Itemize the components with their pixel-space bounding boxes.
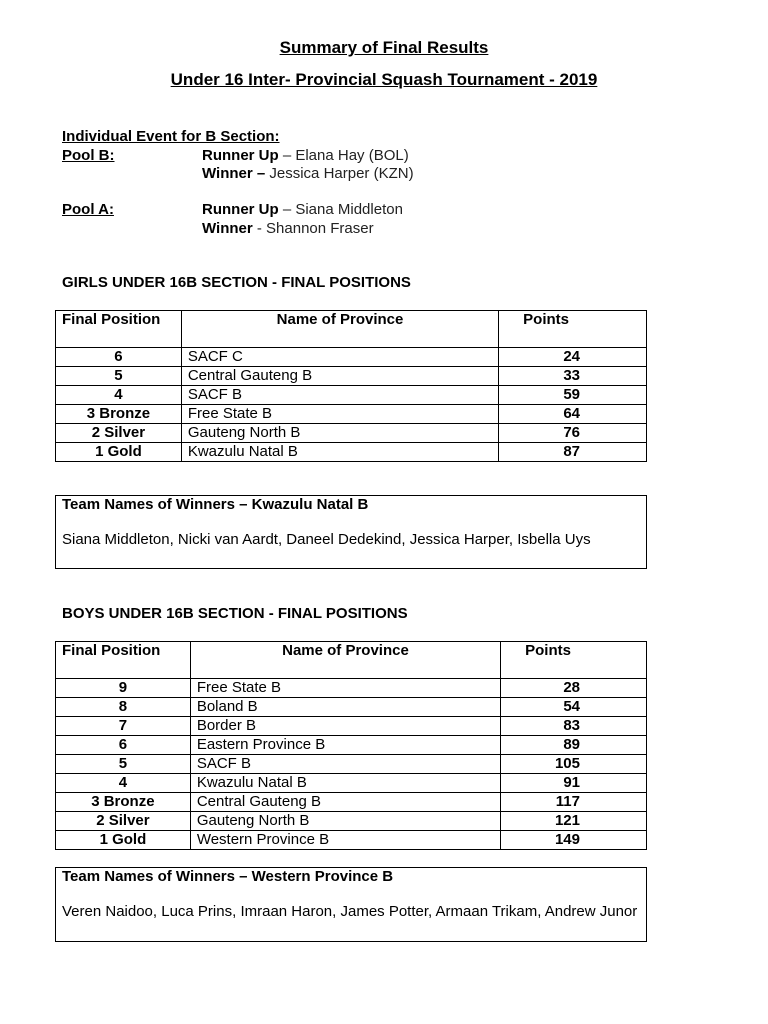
pool-b-winner-label: Winner – [202, 165, 266, 182]
position-cell: 2 Silver [56, 424, 182, 443]
position-cell: 1 Gold [56, 443, 182, 462]
points-cell: 89 [501, 736, 647, 755]
girls-winners-title: Team Names of Winners – Kwazulu Natal B [62, 496, 369, 513]
pool-a-label: Pool A: [62, 201, 114, 218]
province-cell: Eastern Province B [190, 736, 500, 755]
table-row [56, 443, 647, 462]
position-cell: 4 [56, 774, 191, 793]
table-row [56, 386, 647, 405]
position-cell: 4 [56, 386, 182, 405]
table-row [56, 793, 647, 812]
position-cell: 3 Bronze [56, 793, 191, 812]
table-row [56, 698, 647, 717]
boys-table-header [56, 642, 647, 679]
table-row [56, 367, 647, 386]
table-row [56, 736, 647, 755]
points-cell: 121 [501, 812, 647, 831]
document-subtitle: Under 16 Inter- Provincial Squash Tournament - 2019 [170, 70, 598, 89]
position-cell: 1 Gold [56, 831, 191, 850]
individual-event-heading: Individual Event for B Section: [62, 128, 280, 145]
position-cell: 7 [56, 717, 191, 736]
position-cell: 3 Bronze [56, 405, 182, 424]
boys-winners-names: Veren Naidoo, Luca Prins, Imraan Haron, James Potter, Armaan Trikam, Andrew Junor [62, 903, 638, 920]
girls-table-header [56, 311, 647, 348]
pool-b-runner-up-label: Runner Up [202, 147, 279, 164]
points-cell: 28 [501, 679, 647, 698]
table-row [56, 774, 647, 793]
province-cell: Central Gauteng B [190, 793, 500, 812]
province-cell: Border B [190, 717, 500, 736]
pool-b-runner-up [202, 147, 409, 164]
position-cell: 9 [56, 679, 191, 698]
boys-section-heading: BOYS UNDER 16B SECTION - FINAL POSITIONS [62, 605, 408, 622]
girls-section-heading: GIRLS UNDER 16B SECTION - FINAL POSITIONS [62, 274, 411, 291]
points-cell: 87 [499, 443, 647, 462]
points-cell: 105 [501, 755, 647, 774]
pool-a-winner-label: Winner [202, 220, 253, 237]
table-row [56, 812, 647, 831]
table-row [56, 717, 647, 736]
points-cell: 83 [501, 717, 647, 736]
position-cell: 2 Silver [56, 812, 191, 831]
province-cell: Free State B [181, 405, 498, 424]
boys-results-table [55, 641, 647, 850]
points-cell: 24 [499, 348, 647, 367]
points-cell: 54 [501, 698, 647, 717]
pool-b-winner [202, 165, 414, 182]
column-header-position: Final Position [56, 311, 182, 348]
position-cell: 6 [56, 348, 182, 367]
pool-a-runner-up [202, 201, 403, 218]
points-cell: 117 [501, 793, 647, 812]
boys-winners-box [55, 867, 647, 942]
girls-results-table [55, 310, 647, 462]
boys-winners-title: Team Names of Winners – Western Province B [62, 868, 394, 885]
table-row [56, 679, 647, 698]
table-row [56, 831, 647, 850]
pool-a-runner-up-name: – Siana Middleton [278, 201, 403, 218]
position-cell: 8 [56, 698, 191, 717]
column-header-province: Name of Province [190, 642, 500, 679]
province-cell: Gauteng North B [190, 812, 500, 831]
province-cell: SACF B [190, 755, 500, 774]
points-cell: 33 [499, 367, 647, 386]
position-cell: 5 [56, 755, 191, 774]
province-cell: Boland B [190, 698, 500, 717]
document-title: Summary of Final Results [279, 38, 489, 57]
points-cell: 76 [499, 424, 647, 443]
province-cell: SACF C [181, 348, 498, 367]
province-cell: SACF B [181, 386, 498, 405]
position-cell: 5 [56, 367, 182, 386]
pool-a-runner-up-label: Runner Up [202, 201, 279, 218]
table-row [56, 405, 647, 424]
table-row [56, 424, 647, 443]
province-cell: Free State B [190, 679, 500, 698]
province-cell: Western Province B [190, 831, 500, 850]
column-header-province: Name of Province [181, 311, 498, 348]
table-row [56, 348, 647, 367]
table-row [56, 755, 647, 774]
points-cell: 149 [501, 831, 647, 850]
position-cell: 6 [56, 736, 191, 755]
pool-b-runner-up-name: – Elana Hay (BOL) [278, 147, 409, 164]
province-cell: Gauteng North B [181, 424, 498, 443]
column-header-points: Points [499, 311, 647, 348]
province-cell: Kwazulu Natal B [190, 774, 500, 793]
points-cell: 64 [499, 405, 647, 424]
province-cell: Kwazulu Natal B [181, 443, 498, 462]
points-cell: 59 [499, 386, 647, 405]
pool-a-winner-name: - Shannon Fraser [252, 220, 374, 237]
column-header-points: Points [501, 642, 647, 679]
pool-b-winner-name: Jessica Harper (KZN) [265, 165, 414, 182]
pool-a-winner [202, 220, 374, 237]
girls-winners-names: Siana Middleton, Nicki van Aardt, Daneel Dedekind, Jessica Harper, Isbella Uys [62, 531, 591, 548]
province-cell: Central Gauteng B [181, 367, 498, 386]
column-header-position: Final Position [56, 642, 191, 679]
pool-b-label: Pool B: [62, 147, 115, 164]
girls-winners-box [55, 495, 647, 569]
points-cell: 91 [501, 774, 647, 793]
